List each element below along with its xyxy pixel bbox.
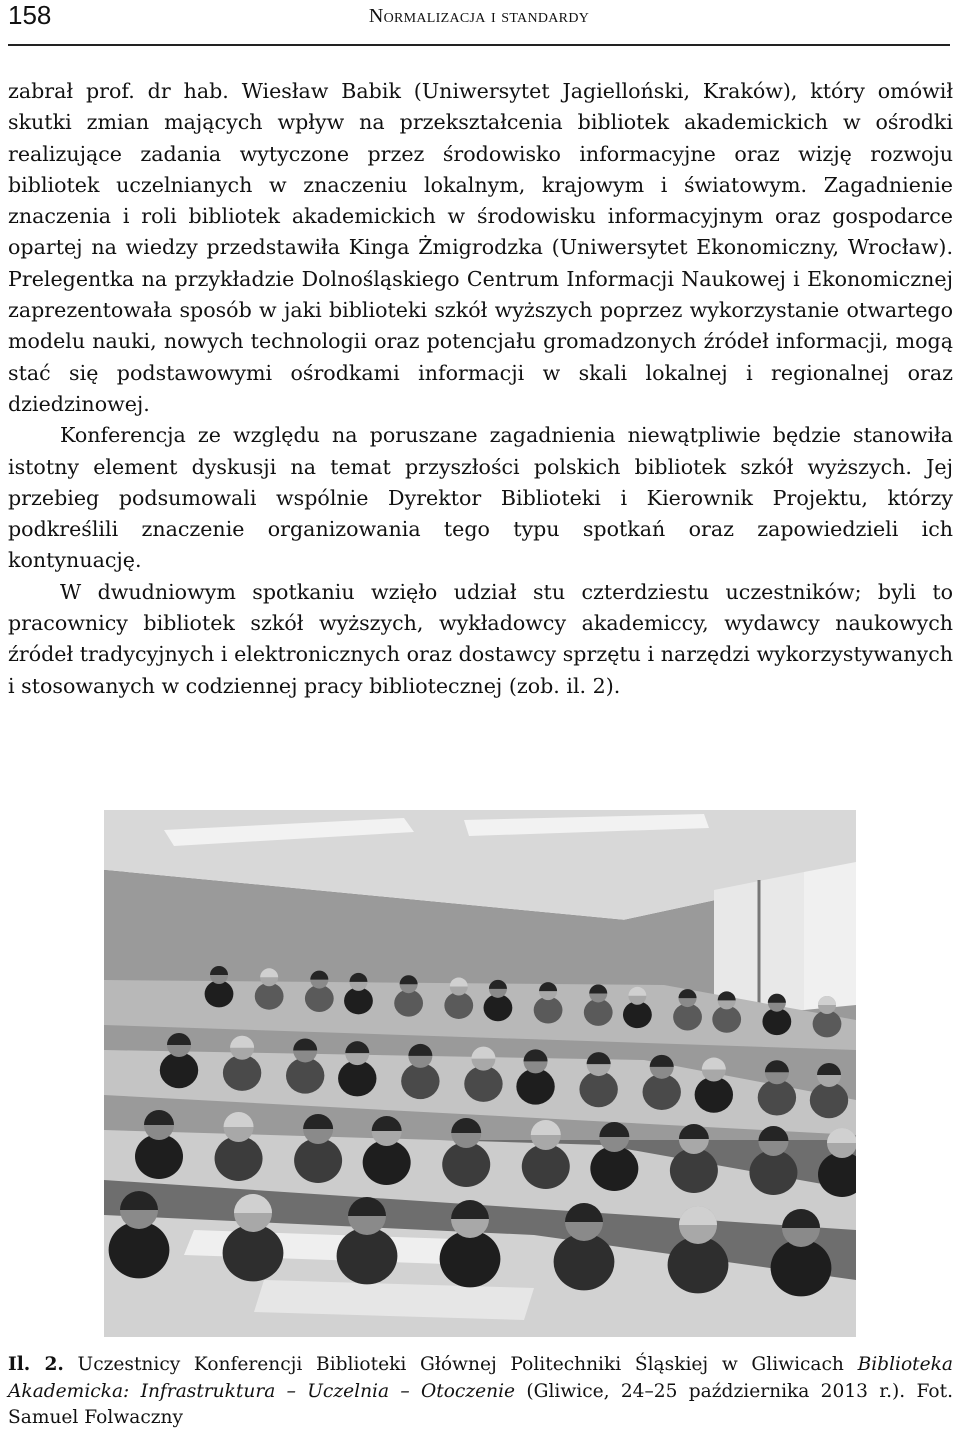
conference-photo — [104, 810, 856, 1337]
caption-text-after: (Gliwice, 24–25 października 2013 r.). Fot. Samuel Folwaczny — [8, 1380, 953, 1428]
photo-person-body — [695, 1077, 733, 1113]
photo-person-body — [394, 990, 423, 1017]
photo-person-body — [810, 1082, 848, 1118]
photo-person-body — [484, 994, 513, 1021]
photo-person-body — [516, 1069, 554, 1105]
photo-person-body — [554, 1233, 615, 1290]
photo-person-body — [444, 992, 473, 1019]
photo-person-body — [109, 1221, 170, 1278]
photo-person-body — [215, 1136, 263, 1181]
photo-person-body — [590, 1146, 638, 1191]
photo-person-body — [673, 1003, 702, 1030]
photo-person-body — [440, 1230, 501, 1287]
photo-person-body — [813, 1010, 842, 1037]
paragraph-3: W dwudniowym spotkaniu wzięło udział stu czterdziestu uczestników; byli to pracownicy bibliotek szkół wyższych, wykładowcy akademiccy, wydawcy naukowych źródeł tradycyjnych i elektronicznych oraz dostawcy sprzętu i narzędzi wykorzystywanych i stosowanych w codziennej pracy bibliotecznej (zob. il. 2). — [8, 579, 953, 698]
photo-person-body — [712, 1006, 741, 1033]
photo-person-hair — [348, 1197, 386, 1216]
photo-person-hair — [234, 1194, 272, 1213]
header-rule — [8, 44, 950, 46]
photo-person-body — [363, 1140, 411, 1185]
paragraph-2: Konferencja ze względu na poruszane zagadnienia niewątpliwie będzie stanowiła istotny element dyskusji na temat przyszłości polskich bibliotek szkół wyższych. Jej przebieg podsumowali wspólnie Dyrektor Biblioteki i Kierownik Projektu, którzy podkreślili znaczenie organizowania tego typu spotkań oraz zapowiedzieli ich kontynuację. — [8, 423, 953, 573]
conference-title: Biblioteka Akademicka: Infrastruktura – Uczelnia – Otoczenie — [8, 1354, 953, 1402]
conference-photo-illustration — [104, 810, 856, 1337]
photo-person-body — [534, 997, 563, 1024]
photo-person-body — [643, 1074, 681, 1110]
photo-person-body — [771, 1239, 832, 1296]
photo-person-body — [623, 1001, 652, 1028]
photo-person-body — [337, 1227, 398, 1284]
photo-person-body — [286, 1058, 324, 1094]
photo-person-body — [442, 1142, 490, 1187]
photo-person-body — [762, 1008, 791, 1035]
photo-person-body — [160, 1052, 198, 1088]
paragraph-1: zabrał prof. dr hab. Wiesław Babik (Uniwersytet Jagielloński, Kraków), który omówił skutki zmian mających wpływ na przekształcenia bibliotek akademickich w ośrodki realizujące zadania wytyczone przez środowisko informacyjne oraz wizję rozwoju bibliotek uczelnianych w znaczeniu lokalnym, krajowym i światowym. Zagadnienie znaczenia i roli bibliotek akademickich w środowisku informacyjnym oraz gospodarce opartej na wiedzy przedstawiła Kinga Żmigrodzka (Uniwersytet Ekonomiczny, Wrocław). Prelegentka na przykładzie Dolnośląskiego Centrum Informacji Naukowej i Ekonomicznej zaprezentowała sposób w jaki biblioteki szkół wyższych poprzez wykorzystanie otwartego modelu nauki, nowych technologii oraz potencjału gromadzonych źródeł informacji, mogą stać się podstawowymi ośrodkami informacji w skali lokalnej i regionalnej oraz dziedzinowej. — [8, 79, 953, 416]
photo-person-body — [223, 1055, 261, 1091]
photo-person-body — [401, 1063, 439, 1099]
photo-person-body — [135, 1134, 183, 1179]
photo-person-body — [338, 1060, 376, 1096]
photo-window — [804, 862, 856, 1010]
section-title: Normalizacja i standardy — [368, 5, 590, 27]
photo-person-body — [758, 1079, 796, 1115]
photo-person-body — [344, 987, 373, 1014]
running-head — [8, 0, 950, 40]
photo-person-body — [670, 1148, 718, 1193]
photo-person-body — [223, 1224, 284, 1281]
photo-person-body — [205, 980, 234, 1007]
article-body — [8, 76, 953, 702]
photo-person-body — [668, 1236, 729, 1293]
photo-person-body — [305, 985, 334, 1012]
photo-person-body — [579, 1071, 617, 1107]
photo-person-body — [464, 1066, 502, 1102]
caption-text-before: Uczestnicy Konferencji Biblioteki Głównej Politechniki Śląskiej w Gliwicach — [63, 1354, 858, 1375]
photo-person-body — [749, 1150, 797, 1195]
photo-person-body — [584, 999, 613, 1026]
photo-person-hair — [120, 1191, 158, 1210]
page-number: 158 — [8, 0, 52, 30]
figure-caption — [8, 1352, 953, 1432]
photo-person-body — [522, 1144, 570, 1189]
photo-person-body — [294, 1138, 342, 1183]
figure-label: Il. 2. — [8, 1354, 64, 1375]
photo-person-body — [255, 983, 284, 1010]
